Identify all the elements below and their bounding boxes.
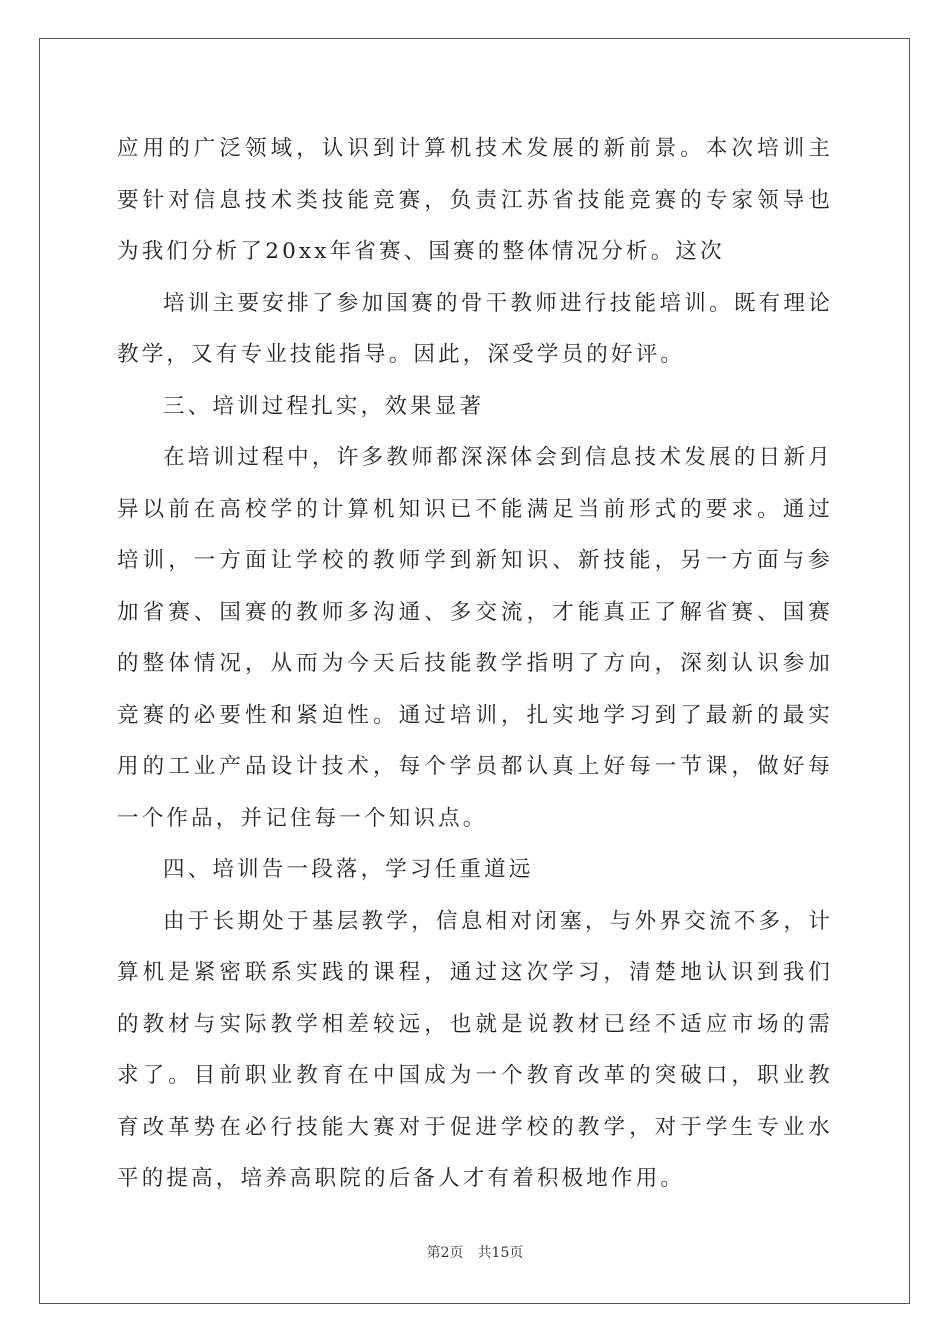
page-number-total: 共15页: [477, 1245, 524, 1261]
document-body: [117, 123, 833, 1205]
page-footer: [0, 1243, 950, 1263]
paragraph-continuation: 应用的广泛领域，认识到计算机技术发展的新前景。本次培训主要针对信息技术类技能竞赛，负责江苏省技能竞赛的专家领导也为我们分析了20xx年省赛、国赛的整体情况分析。这次: [117, 136, 833, 264]
page-number-current: 第2页: [426, 1245, 464, 1261]
section-heading-four: 四、培训告一段落，学习任重道远: [163, 857, 534, 882]
paragraph-training-process: 在培训过程中，许多教师都深深体会到信息技术发展的日新月异以前在高校学的计算机知识已不能满足当前形式的要求。通过培训，一方面让学校的教师学到新知识、新技能，另一方面与参加省赛、国赛的教师多沟通、多交流，才能真正了解省赛、国赛的整体情况，从而为今天后技能教学指明了方向，深刻认识参加竞赛的必要性和紧迫性。通过培训，扎实地学习到了最新的最实用的工业产品设计技术，每个学员都认真上好每一节课，做好每一个作品，并记住每一个知识点。: [117, 445, 833, 831]
paragraph-training-arrangement: 培训主要安排了参加国赛的骨干教师进行技能培训。既有理论教学，又有专业技能指导。因此，深受学员的好评。: [117, 290, 833, 367]
section-heading-three: 三、培训过程扎实，效果显著: [163, 393, 485, 419]
paragraph-learning-ahead: 由于长期处于基层教学，信息相对闭塞，与外界交流不多，计算机是紧密联系实践的课程，通过这次学习，清楚地认识到我们的教材与实际教学相差较远，也就是说教材已经不适应市场的需求了。目前职业教育在中国成为一个教育改革的突破口，职业教育改革势在必行技能大赛对于促进学校的教学，对于学生专业水平的提高，培养高职院的后备人才有着积极地作用。: [117, 908, 833, 1191]
